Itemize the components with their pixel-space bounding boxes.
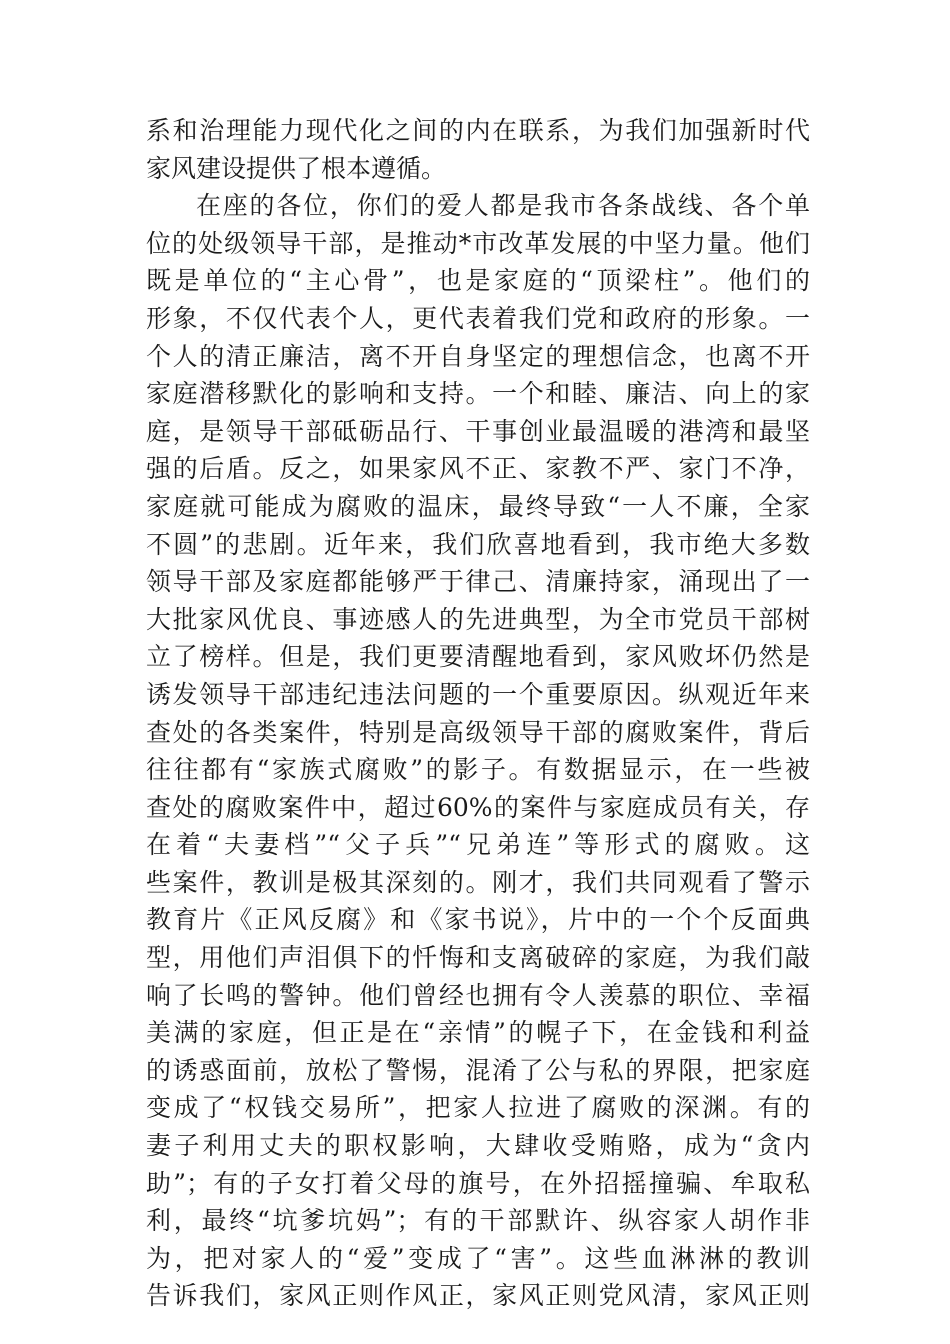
text-line: 家风建设提供了根本遵循。 [146,153,447,183]
text-line: 不圆”的悲剧。近年来，我们欣喜地看到，我市绝大多数 [146,529,810,559]
text-line: 响了长鸣的警钟。他们曾经也拥有令人羡慕的职位、幸福 [146,980,810,1010]
text-line: 形象，不仅代表个人，更代表着我们党和政府的形象。一 [146,303,810,333]
text-line: 领导干部及家庭都能够严于律己、清廉持家，涌现出了一 [146,567,810,597]
text-line: 在着“夫妻档”“父子兵”“兄弟连”等形式的腐败。这 [146,830,810,860]
text-line: 妻子利用丈夫的职权影响，大肆收受贿赂，成为“贪内 [146,1131,810,1161]
text-line: 查处的腐败案件中，超过60%的案件与家庭成员有关，存 [146,792,810,822]
text-line: 系和治理能力现代化之间的内在联系，为我们加强新时代 [146,116,810,145]
text-line: 强的后盾。反之，如果家风不正、家教不严、家门不净， [146,454,810,484]
text-line: 家庭就可能成为腐败的温床，最终导致“一人不廉，全家 [146,491,810,521]
text-line: 变成了“权钱交易所”，把家人拉进了腐败的深渊。有的 [146,1093,810,1123]
text-line: 美满的家庭，但正是在“亲情”的幌子下，在金钱和利益 [146,1018,810,1048]
text-line: 往往都有“家族式腐败”的影子。有数据显示，在一些被 [146,755,810,785]
text-line: 立了榜样。但是，我们更要清醒地看到，家风败坏仍然是 [146,642,810,672]
text-line: 诱发领导干部违纪违法问题的一个重要原因。纵观近年来 [146,679,810,709]
text-line: 告诉我们，家风正则作风正，家风正则党风清，家风正则 [146,1281,810,1311]
text-line: 在座的各位，你们的爱人都是我市各条战线、各个单 [196,191,810,221]
text-line: 助”；有的子女打着父母的旗号，在外招摇撞骗、牟取私 [146,1168,810,1198]
text-line: 教育片《正风反腐》和《家书说》，片中的一个个反面典 [146,905,810,935]
text-line: 庭，是领导干部砥砺品行、干事创业最温暖的港湾和最坚 [146,416,810,446]
text-line: 利，最终“坑爹坑妈”；有的干部默许、纵容家人胡作非 [146,1206,810,1236]
body-text [146,112,810,1315]
text-line: 查处的各类案件，特别是高级领导干部的腐败案件，背后 [146,717,810,747]
text-line: 既是单位的“主心骨”，也是家庭的“顶梁柱”。他们的 [146,266,810,296]
text-line: 为，把对家人的“爱”变成了“害”。这些血淋淋的教训 [146,1243,810,1273]
text-line: 位的处级领导干部，是推动*市改革发展的中坚力量。他们 [146,228,810,258]
text-line: 型，用他们声泪俱下的忏悔和支离破碎的家庭，为我们敲 [146,943,810,973]
text-line: 大批家风优良、事迹感人的先进典型，为全市党员干部树 [146,604,810,634]
text-line: 些案件，教训是极其深刻的。刚才，我们共同观看了警示 [146,867,810,897]
text-line: 家庭潜移默化的影响和支持。一个和睦、廉洁、向上的家 [146,379,810,409]
text-line: 个人的清正廉洁，离不开自身坚定的理想信念，也离不开 [146,341,810,371]
text-line: 的诱惑面前，放松了警惕，混淆了公与私的界限，把家庭 [146,1055,810,1085]
